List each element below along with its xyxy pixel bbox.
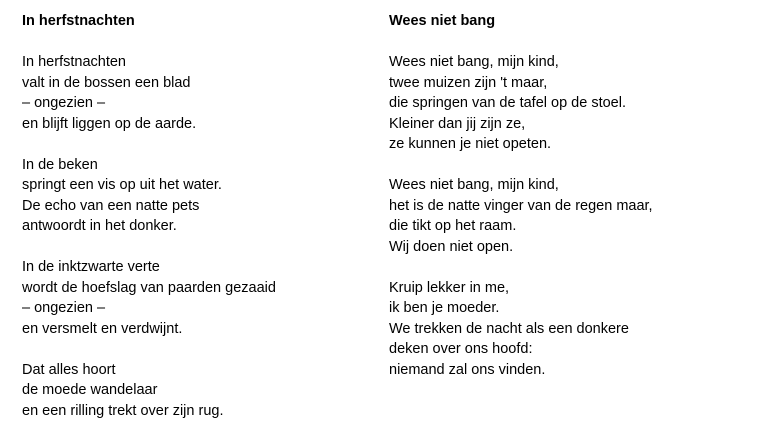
poem-line: Wees niet bang, mijn kind, (389, 54, 559, 70)
poem-line: In de beken (22, 156, 98, 173)
poem-line: deken over ons hoofd: (389, 341, 533, 357)
poem-in-herfstnachten (22, 11, 372, 432)
poem-line: die tikt op het raam. (389, 218, 517, 234)
poem-line: In de inktzwarte verte (22, 259, 160, 275)
poem-title: In herfstnachten (22, 13, 135, 29)
poem-line: Kleiner dan jij zijn ze, (389, 115, 526, 132)
poem-wees-niet-bang (389, 11, 759, 401)
poem-line: Dat alles hoort (22, 361, 116, 378)
poem-line: niemand zal ons vinden. (389, 361, 546, 378)
poem-line: ik ben je moeder. (389, 300, 500, 316)
poem-line: Kruip lekker in me, (389, 279, 510, 296)
poem-line: De echo van een natte pets (22, 197, 200, 214)
stanza-2 (389, 175, 759, 257)
poem-line: Wees niet bang, mijn kind, (389, 177, 559, 193)
poem-line: die springen van de tafel op de stoel. (389, 95, 626, 111)
poem-line: de moede wandelaar (22, 382, 158, 398)
poem-line: ze kunnen je niet opeten. (389, 136, 552, 152)
stanza-3 (389, 278, 759, 381)
poem-line: twee muizen zijn 't maar, (389, 74, 548, 91)
poem-line: – ongezien – (22, 300, 106, 316)
poem-line: springt een vis op uit het water. (22, 177, 222, 193)
poem-line: en blijft liggen op de aarde. (22, 115, 197, 132)
poem-line: antwoordt in het donker. (22, 218, 177, 234)
poem-line: en een rilling trekt over zijn rug. (22, 402, 224, 419)
stanza-3 (22, 257, 372, 339)
stanza-1 (22, 52, 372, 134)
poem-line: en versmelt en verdwijnt. (22, 320, 183, 337)
poem-line: In herfstnachten (22, 54, 126, 70)
stanza-1 (389, 52, 759, 155)
poem-line: het is de natte vinger van de regen maar, (389, 197, 653, 214)
poem-line: wordt de hoefslag van paarden gezaaid (22, 279, 276, 296)
poem-line: Wij doen niet open. (389, 238, 514, 255)
poem-line: – ongezien – (22, 95, 106, 111)
poem-title: Wees niet bang (389, 13, 496, 29)
poem-line: valt in de bossen een blad (22, 74, 191, 91)
stanza-2 (22, 155, 372, 237)
stanza-4 (22, 360, 372, 422)
poem-line: We trekken de nacht als een donkere (389, 320, 629, 337)
